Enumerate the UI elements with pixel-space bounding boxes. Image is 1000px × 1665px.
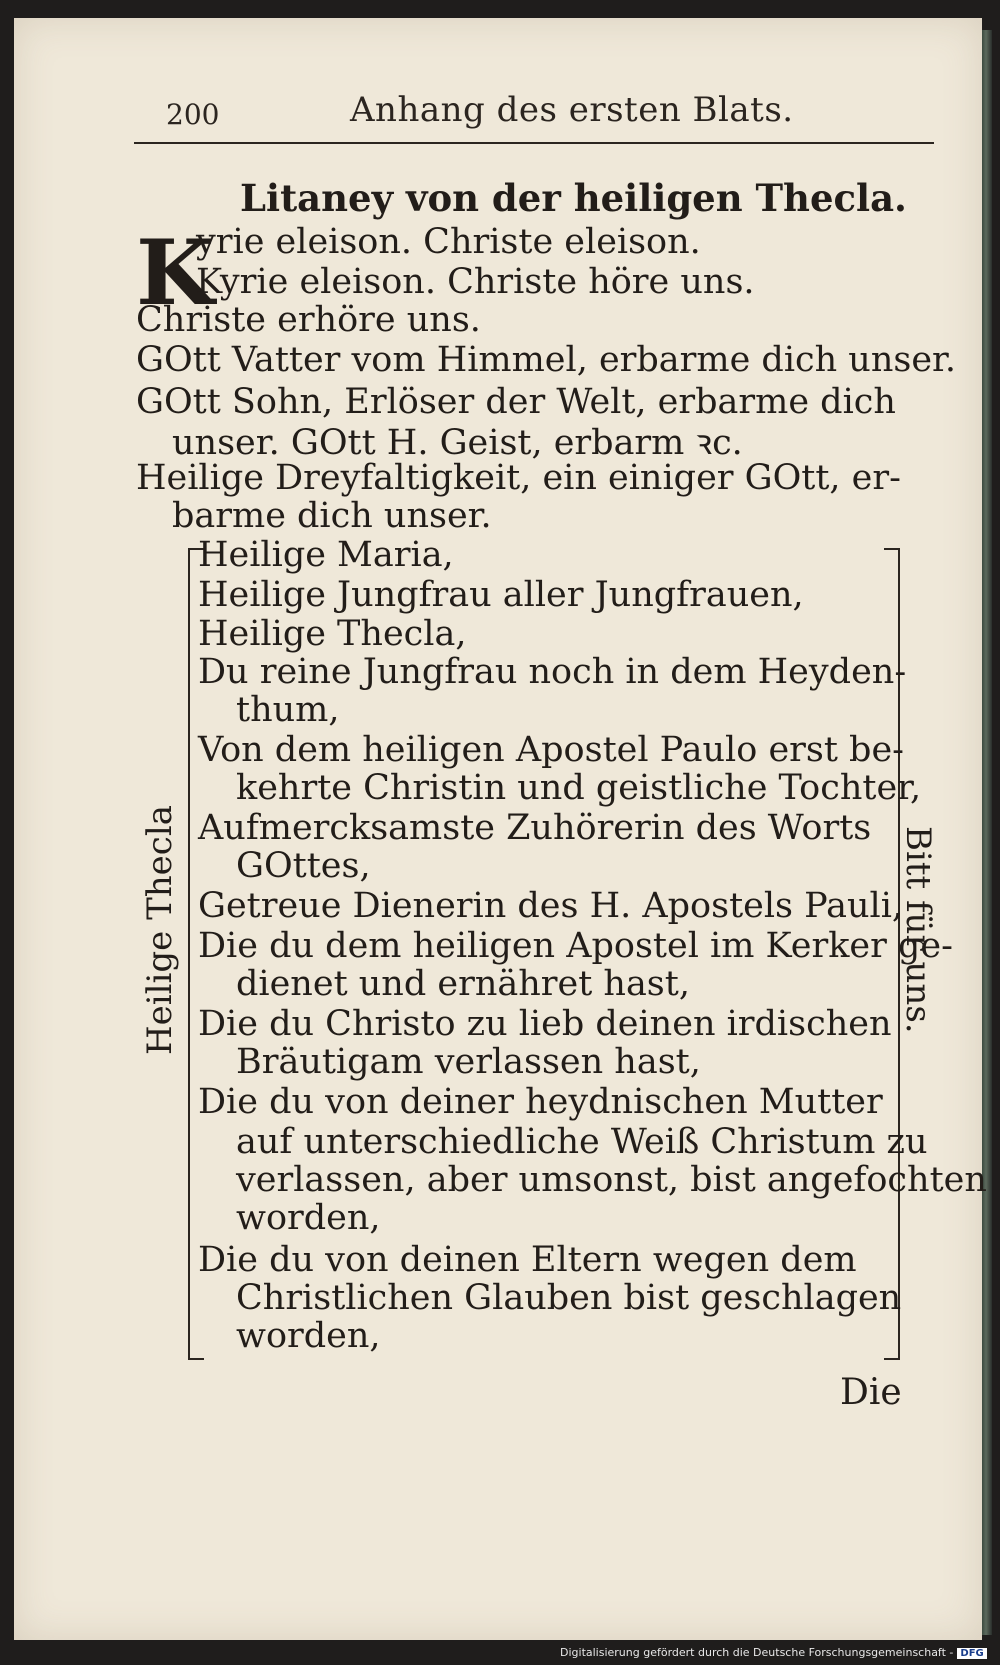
page-edge <box>982 30 992 1635</box>
invocation-line: Christlichen Glauben bist geschlagen <box>236 1278 902 1318</box>
invocation-line: dienet und ernähret hast, <box>236 964 690 1004</box>
invocation-line: Die du dem heiligen Apostel im Kerker ge- <box>198 926 953 966</box>
invocation-line: GOttes, <box>236 846 371 886</box>
invocation-line: kehrte Christin und geistliche Tochter, <box>236 768 922 808</box>
text-line: GOtt Vatter vom Himmel, erbarme dich unser. <box>136 340 957 380</box>
catchword: Die <box>840 1372 902 1413</box>
digitization-footer <box>560 1646 987 1659</box>
invocation-line: Getreue Dienerin des H. Apostels Pauli, <box>198 886 904 926</box>
text-line: unser. GOtt H. Geist, erbarm ꝛc. <box>172 423 743 463</box>
invocation-line: Du reine Jungfrau noch in dem Heyden- <box>198 652 907 692</box>
invocation-line: Heilige Jungfrau aller Jungfrauen, <box>198 575 804 615</box>
drop-capital: K <box>136 220 215 326</box>
invocation-line: Heilige Maria, <box>198 535 454 575</box>
text-line: Christe erhöre uns. <box>136 300 481 340</box>
invocation-line: Bräutigam verlassen hast, <box>236 1042 701 1082</box>
left-response: Heilige Thecla <box>140 805 180 1055</box>
text-line: yrie eleison. Christe eleison. <box>196 222 701 262</box>
invocation-line: Von dem heiligen Apostel Paulo erst be- <box>198 730 904 770</box>
invocation-line: Die du Christo zu lieb deinen irdischen <box>198 1004 892 1044</box>
invocation-line: Die du von deiner heydnischen Mutter <box>198 1082 883 1122</box>
litany-title: Litaney von der heiligen Thecla. <box>240 176 907 220</box>
text-line: GOtt Sohn, Erlöser der Welt, erbarme dich <box>136 382 896 422</box>
running-title: Anhang des ersten Blats. <box>350 90 794 130</box>
invocation-line: thum, <box>236 690 340 730</box>
invocation-line: Aufmercksamste Zuhörerin des Worts <box>198 808 872 848</box>
invocation-line: verlassen, aber umsonst, bist angefochten <box>236 1160 987 1200</box>
invocation-line: auf unterschiedliche Weiß Christum zu <box>236 1122 928 1162</box>
page-header <box>150 86 940 136</box>
dfg-logo: DFG <box>957 1648 986 1659</box>
invocation-line: worden, <box>236 1198 381 1238</box>
invocation-line: worden, <box>236 1316 381 1356</box>
footer-text: Digitalisierung gefördert durch die Deutsche Forschungsgemeinschaft - <box>560 1646 954 1659</box>
invocation-line: Heilige Thecla, <box>198 614 467 654</box>
text-line: barme dich unser. <box>172 496 492 536</box>
header-rule <box>134 142 934 144</box>
invocation-line: Die du von deinen Eltern wegen dem <box>198 1240 857 1280</box>
text-line: Heilige Dreyfaltigkeit, ein einiger GOtt, er- <box>136 458 901 498</box>
text-line: Kyrie eleison. Christe höre uns. <box>196 262 755 302</box>
page-number: 200 <box>166 98 220 131</box>
right-response: Bitt für uns. <box>898 826 938 1034</box>
